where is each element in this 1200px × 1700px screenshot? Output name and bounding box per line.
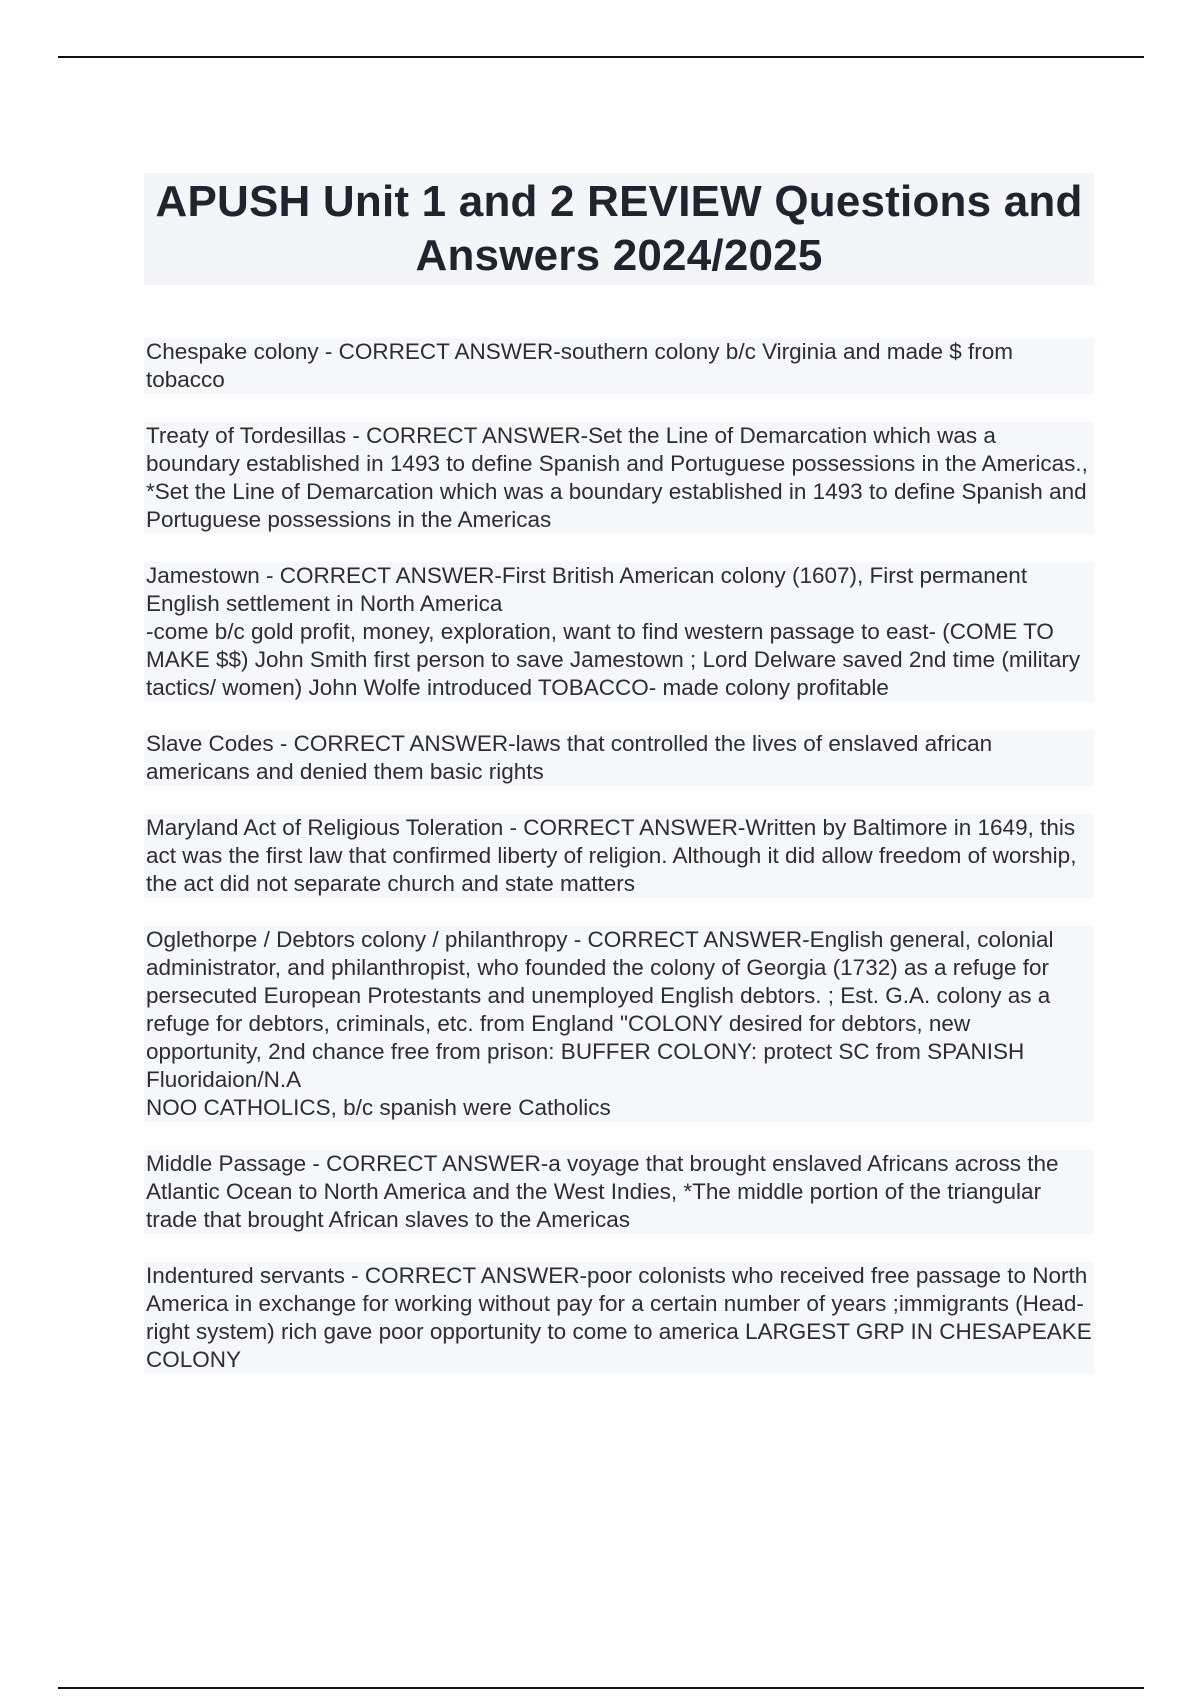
qa-entry-middle-passage: Middle Passage - CORRECT ANSWER-a voyage that brought enslaved Africans across the Atlantic Ocean to North America and the West Indies, *The middle portion of the triangular trade that brought African slaves to the Americas [144,1150,1094,1234]
bottom-rule [58,1687,1144,1689]
qa-entry-treaty-of-tordesillas: Treaty of Tordesillas - CORRECT ANSWER-Set the Line of Demarcation which was a boundary established in 1493 to define Spanish and Portuguese possessions in the Americas., *Set the Line of Demarcation which was a boundary established in 1493 to define Spanish and Portuguese possessions in the Americas [146,423,1095,532]
qa-entry-jamestown: Jamestown - CORRECT ANSWER-First British American colony (1607), First permanent English settlement in North America -come b/c gold profit, money, exploration, want to find western passage to east- (COME TO MAKE $$) John Smith first person to save Jamestown ; Lord Delware saved 2nd time (military tactics/ women) John Wolfe introduced TOBACCO- made colony profitable [144,562,1094,702]
qa-list [144,338,1099,1402]
qa-entry-maryland-act: Maryland Act of Religious Toleration - CORRECT ANSWER-Written by Baltimore in 1649, this act was the first law that confirmed liberty of religion. Although it did allow freedom of worship, the act did not separate church and state matters [144,814,1094,898]
title-banner [144,173,1094,285]
qa-entry-indentured-servants: Indentured servants - CORRECT ANSWER-poor colonists who received free passage to North America in exchange for working without pay for a certain number of years ;immigrants (Head-right system) rich gave poor opportunity to come to america LARGEST GRP IN CHESAPEAKE COLONY [146,1263,1099,1372]
document-title: APUSH Unit 1 and 2 REVIEW Questions and Answers 2024/2025 [155,177,1083,280]
qa-entry-oglethorpe: Oglethorpe / Debtors colony / philanthropy - CORRECT ANSWER-English general, colonial administrator, and philanthropist, who founded the colony of Georgia (1732) as a refuge for persecuted European Protestants and unemployed English debtors. ; Est. G.A. colony as a refuge for debtors, criminals, etc. from England "COLONY desired for debtors, new opportunity, 2nd chance free from prison: BUFFER COLONY: protect SC from SPANISH Fluoridaion/N.A NOO CATHOLICS, b/c spanish were Catholics [144,926,1094,1122]
qa-entry-slave-codes: Slave Codes - CORRECT ANSWER-laws that controlled the lives of enslaved african americans and denied them basic rights [144,730,1094,786]
qa-entry-chespake-colony: Chespake colony - CORRECT ANSWER-southern colony b/c Virginia and made $ from tobacco [144,338,1094,394]
top-rule [58,56,1144,58]
